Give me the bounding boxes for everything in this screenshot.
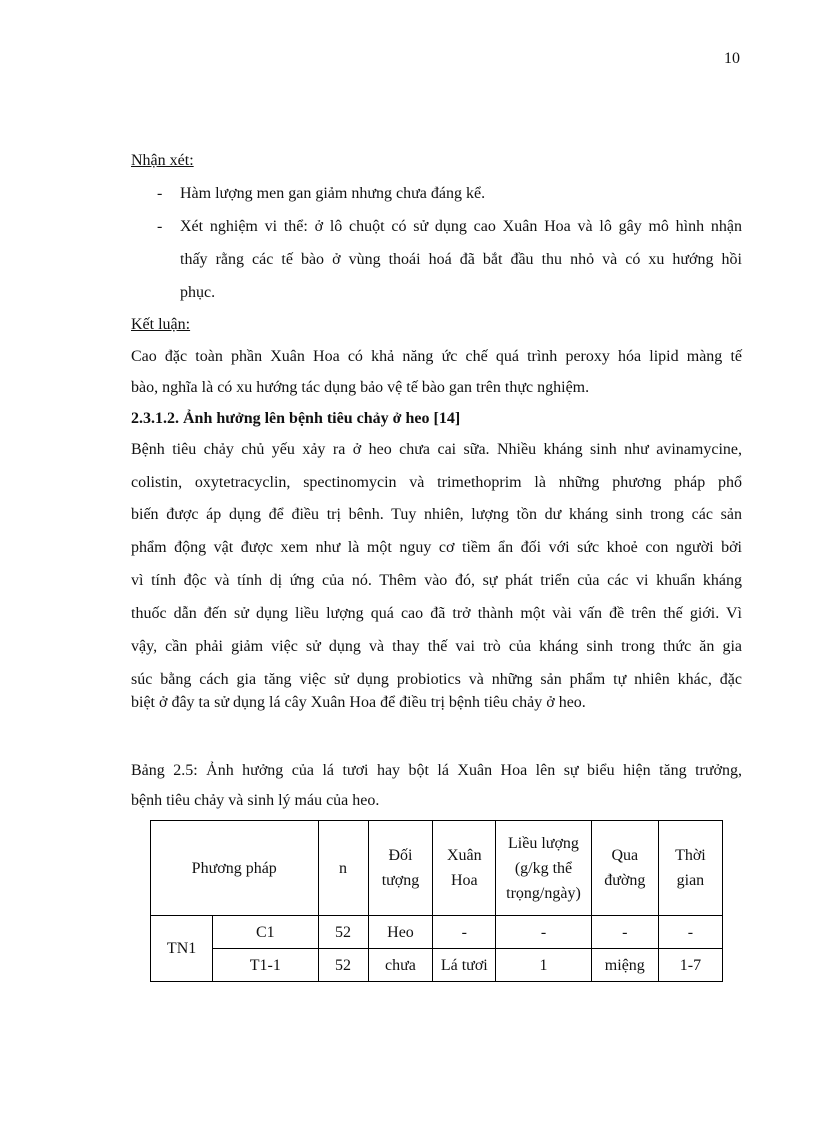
header-time xyxy=(658,821,722,916)
cell-n: 52 xyxy=(318,916,368,949)
header-dose-line: trọng/ngày) xyxy=(506,884,581,902)
bullet-mark: - xyxy=(157,185,163,202)
page-number: 10 xyxy=(724,50,740,67)
header-subject xyxy=(368,821,433,916)
body-line: súc bằng cách gia tăng việc sử dụng probiotics và những sản phẩm tự nhiên khác, đặc xyxy=(131,671,742,688)
cell-sub: T1-1 xyxy=(213,949,318,982)
cell-xuanhoa: Lá tươi xyxy=(433,949,496,982)
header-time-line: Thời xyxy=(675,847,706,864)
cell-subject: chưa xyxy=(368,949,433,982)
cell-dose: 1 xyxy=(496,949,592,982)
body-line: biến được áp dụng để điều trị bênh. Tuy nhiên, lượng tồn dư kháng sinh trong các sản xyxy=(131,506,742,523)
cell-sub: C1 xyxy=(213,916,318,949)
header-xuanhoa-line: Xuân xyxy=(446,847,482,864)
header-route-line: đường xyxy=(604,872,646,889)
conclusion-line-2: bào, nghĩa là có xu hướng tác dụng bảo vệ tế bào gan trên thực nghiệm. xyxy=(131,379,590,396)
header-method: Phương pháp xyxy=(151,821,319,916)
cell-group: TN1 xyxy=(151,916,213,982)
conclusion-line-1: Cao đặc toàn phần Xuân Hoa có khả năng ức chế quá trình peroxy hóa lipid màng tế xyxy=(131,348,742,365)
table-caption-line-2: bệnh tiêu chảy và sinh lý máu của heo. xyxy=(131,792,380,809)
header-dose-line: (g/kg thể xyxy=(514,859,573,877)
body-line: vậy, cần phải giảm việc sử dụng và thay thế vai trò của kháng sinh trong thức ăn gia xyxy=(131,638,742,655)
table-header-row xyxy=(151,821,723,916)
body-line: phẩm động vật được xem như là một nguy cơ tiềm ẩn đối với sức khoẻ con người bởi xyxy=(131,539,742,556)
header-subject-line: tượng xyxy=(381,872,420,889)
header-xuanhoa xyxy=(433,821,496,916)
data-table xyxy=(150,820,723,982)
conclusion-heading: Kết luận: xyxy=(131,316,191,333)
cell-route: - xyxy=(591,916,658,949)
bullet-mark: - xyxy=(157,218,163,235)
cell-route: miệng xyxy=(591,949,658,982)
body-line: colistin, oxytetracyclin, spectinomycin và trimethoprim là những phương pháp phổ xyxy=(131,474,742,491)
cell-dose: - xyxy=(496,916,592,949)
cell-n: 52 xyxy=(318,949,368,982)
header-route xyxy=(591,821,658,916)
table-caption-line-1: Bảng 2.5: Ảnh hưởng của lá tươi hay bột lá Xuân Hoa lên sự biểu hiện tăng trưởng, xyxy=(131,762,742,779)
header-route-line: Qua xyxy=(611,847,639,864)
remarks-bullet-1: Hàm lượng men gan giảm nhưng chưa đáng kể. xyxy=(180,185,486,202)
table-row xyxy=(151,949,723,982)
header-time-line: gian xyxy=(676,872,705,889)
body-line: biệt ở đây ta sử dụng lá cây Xuân Hoa để điều trị bệnh tiêu chảy ở heo. xyxy=(131,694,586,711)
header-xuanhoa-line: Hoa xyxy=(450,872,478,889)
remarks-bullet-2-line-3: phục. xyxy=(180,284,216,301)
header-subject-line: Đối xyxy=(388,847,413,864)
cell-time: 1-7 xyxy=(658,949,722,982)
remarks-heading: Nhận xét: xyxy=(131,152,194,169)
remarks-bullet-2-line-2: thấy rằng các tế bào ở vùng thoái hoá đã bắt đầu thu nhỏ và có xu hướng hồi xyxy=(180,251,742,268)
section-heading: 2.3.1.2. Ảnh hưởng lên bệnh tiêu chảy ở heo [14] xyxy=(131,410,461,427)
cell-xuanhoa: - xyxy=(433,916,496,949)
header-n: n xyxy=(318,821,368,916)
table-row xyxy=(151,916,723,949)
body-line: vì tính độc và tính dị ứng của nó. Thêm vào đó, sự phát triển của các vi khuẩn kháng xyxy=(131,572,742,589)
header-dose-line: Liều lượng xyxy=(508,834,579,852)
cell-time: - xyxy=(658,916,722,949)
header-dose xyxy=(496,821,592,916)
body-line: Bệnh tiêu chảy chủ yếu xảy ra ở heo chưa cai sữa. Nhiều kháng sinh như avinamycine, xyxy=(131,441,742,458)
body-line: thuốc dẫn đến sử dụng liều lượng quá cao đã trở thành một vài vấn đề trên thế giới. Vì xyxy=(131,605,742,622)
cell-subject: Heo xyxy=(368,916,433,949)
remarks-bullet-2-line-1: Xét nghiệm vi thể: ở lô chuột có sử dụng cao Xuân Hoa và lô gây mô hình nhận xyxy=(180,218,742,235)
